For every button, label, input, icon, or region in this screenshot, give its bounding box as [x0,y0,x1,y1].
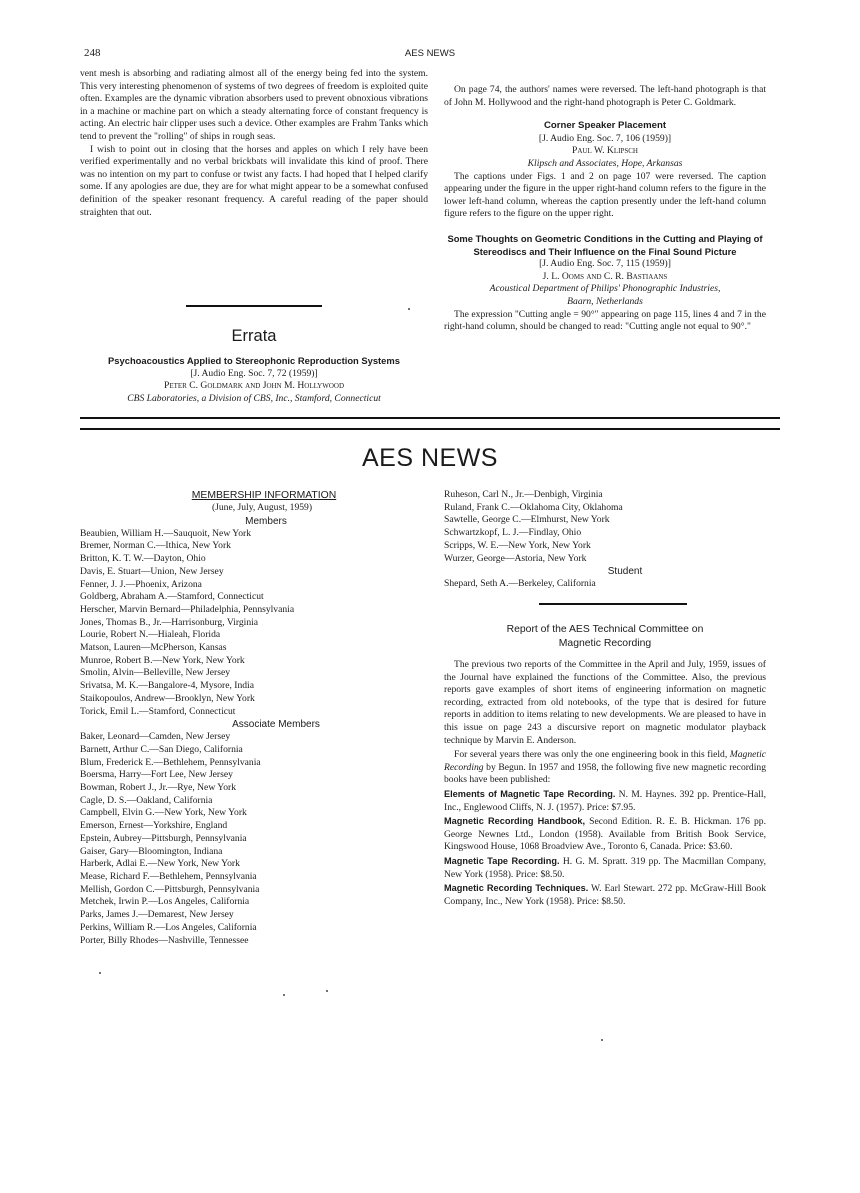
divider [186,305,322,307]
list-item: Cagle, D. S.—Oakland, California [80,794,213,806]
section-title: AES NEWS [362,444,498,472]
book-entry [444,882,766,908]
list-item: Blum, Frederick E.—Bethlehem, Pennsylvania [80,756,261,768]
paragraph: The captions under Figs. 1 and 2 on page 107 were reversed. The caption appearing under the figure in the upper right-hand column refers to the figure in the lower left-hand column, whereas the caption presently under the left-hand column figure refers to the figure on the upper right. [444,170,766,220]
list-item: Mellish, Gordon C.—Pittsburgh, Pennsylvania [80,883,260,895]
list-item: Srivatsa, M. K.—Bangalore-4, Mysore, India [80,680,254,692]
list-item: Bremer, Norman C.—Ithica, New York [80,540,231,552]
authors: Peter C. Goldmark and John M. Hollywood [164,380,344,392]
scan-speck [326,990,328,992]
membership-section [80,489,430,947]
list-item: Davis, E. Stuart—Union, New Jersey [80,565,224,577]
list-item: Parks, James J.—Demarest, New Jersey [80,909,234,921]
errata-item-title: Psychoacoustics Applied to Stereophonic Reproduction Systems [108,355,400,366]
list-item: Staikopoulos, Andrew—Brooklyn, New York [80,692,255,704]
list-item: Jones, Thomas B., Jr.—Harrisonburg, Virginia [80,616,259,628]
list-item: Epstein, Aubrey—Pittsburgh, Pennsylvania [80,832,247,844]
list-item: Baker, Leonard—Camden, New Jersey [80,731,231,743]
list-item: Campbell, Elvin G.—New York, New York [80,807,247,819]
book-entry [444,788,766,814]
student-heading: Student [607,566,643,578]
affiliation: Acoustical Department of Philips' Phonographic Industries, [489,283,721,295]
list-item: Lourie, Robert N.—Hialeah, Florida [80,629,221,641]
book-details: W. Earl Stewart. 272 pp. McGraw-Hill Book Company, Inc., New York (1958). Price: $8.50. [444,883,766,907]
scan-speck [283,994,285,996]
list-item: Bowman, Robert J., Jr.—Rye, New York [80,782,237,794]
errata-title: Errata [231,327,277,345]
list-item: Fenner, J. J.—Phoenix, Arizona [80,578,202,590]
list-item: Mease, Richard F.—Bethlehem, Pennsylvania [80,870,257,882]
scan-speck [408,308,410,310]
student-list [444,578,766,591]
book-details: H. G. M. Spratt. 319 pp. The Macmillan Company, New York (1958). Price: $8.50. [444,855,766,880]
book-title: Magnetic Recording Handbook, [444,816,586,827]
book-entry [444,815,766,854]
divider [539,603,687,605]
errata-item-title: Some Thoughts on Geometric Conditions in the Cutting and Playing of Stereodiscs and Their Influence on the Final Sound Picture [447,232,763,257]
members-heading: Members [245,515,287,527]
membership-continued [444,489,766,591]
list-item: Barnett, Arthur C.—San Diego, California [80,743,243,755]
list-item: Wurzer, George—Astoria, New York [444,552,587,564]
list-item: Harberk, Adlai E.—New York, New York [80,858,240,870]
list-item: Perkins, William R.—Los Angeles, California [80,921,257,933]
list-item: Schwartzkopf, L. J.—Findlay, Ohio [444,527,582,539]
list-item: Metchek, Irwin P.—Los Angeles, California [80,896,250,908]
book-details: Second Edition. R. E. B. Hickman. 176 pp. George Newnes Ltd., London (1958). Available from British Book Service, Kingswood House, 1068 Broadview Ave., Toronto 6, Canada. Price: $3.60. [444,816,766,853]
associate-members-list-continued [444,489,766,565]
scan-speck [601,1039,603,1041]
associate-members-list [80,731,430,947]
list-item: Britton, K. T. W.—Dayton, Ohio [80,553,206,565]
book-title: Magnetic Tape Recording. [444,855,560,866]
membership-period: (June, July, August, 1959) [211,502,313,513]
book-list [444,788,766,908]
section-rule [80,417,780,419]
list-item: Gaiser, Gary—Bloomington, Indiana [80,845,223,857]
membership-title: MEMBERSHIP INFORMATION [191,490,337,501]
associate-members-heading: Associate Members [232,719,320,731]
list-item: Herscher, Marvin Bernard—Philadelphia, Pennsylvania [80,603,295,615]
paragraph: vent mesh is absorbing and radiating almost all of the energy being fed into the system. This very interesting phenomenon of systems of two degrees of freedom is exploited quite often. Examples are the dynamic vibration absorbers used to prevent obnoxious vibrations in a machine or machine part on which a steady alternating force of constant frequency is acting. An electric hair clipper uses such a device. Other examples are Frahm Tanks which tend to prevent the "rolling" of ships in rough seas. [80,68,428,142]
list-item: Emerson, Ernest—Yorkshire, England [80,820,228,832]
book-details: N. M. Haynes. 392 pp. Prentice-Hall, Inc., Englewood Cliffs, N. J. (1957). Price: $7.95. [444,788,766,813]
list-item: Boersma, Harry—Fort Lee, New Jersey [80,769,233,781]
paragraph: The previous two reports of the Committee in the April and July, 1959, issues of the Journal have explained the functions of the Committee. Also, the previous reports gave examples of short items of engineering information on magnetic recording, extracted from old notebooks, of the type that is desired for future reports in addition to items relating to new developments. We are pleased to have in this issue on page 243 a discursive report on magnetic modulator playback technique by Marvin E. Anderson. [444,659,766,746]
authors: Paul W. Klipsch [572,145,638,157]
page-number: 248 [84,47,101,59]
report-title: Magnetic Recording [558,638,652,649]
citation: [J. Audio Eng. Soc. 7, 115 (1959)] [539,258,671,270]
scan-speck [99,972,101,974]
affiliation: Baarn, Netherlands [567,295,643,307]
citation: [J. Audio Eng. Soc. 7, 72 (1959)] [190,367,318,379]
list-item: Matson, Lauren—McPherson, Kansas [80,642,227,654]
errata-item-title: Corner Speaker Placement [543,120,667,132]
book-title: Magnetic Recording Techniques. [444,883,589,894]
list-item: Ruland, Frank C.—Oklahoma City, Oklahoma [444,501,623,513]
book-entry [444,855,766,881]
list-item: Goldberg, Abraham A.—Stamford, Connecticut [80,591,264,603]
list-item: Munroe, Robert B.—New York, New York [80,654,245,666]
top-left-column [80,68,428,219]
members-list [80,528,430,719]
list-item: Scripps, W. E.—New York, New York [444,539,591,551]
paragraph: The expression "Cutting angle = 90°" appearing on page 115, lines 4 and 7 in the right-hand column, should be changed to read: "Cutting angle not equal to 90°." [444,308,766,333]
list-item: Shepard, Seth A.—Berkeley, California [444,578,596,590]
paragraph: On page 74, the authors' names were reversed. The left-hand photograph is that of John M. Hollywood and the right-hand photograph is Peter C. Goldmark. [444,84,766,108]
affiliation: CBS Laboratories, a Division of CBS, Inc., Stamford, Connecticut [127,392,381,404]
top-right-column [444,84,766,334]
running-title: AES NEWS [404,48,456,59]
errata-item-geometric-conditions [444,233,766,309]
book-title: Elements of Magnetic Tape Recording. [444,788,616,799]
paragraph: I wish to point out in closing that the horses and apples on which I rely have been verified experimentally and no verbal brickbats will invalidate this kind of proof. There was no intention on my part to confuse or twist any facts. I had hoped that I helped clarify some. If any apologies are due, they are for what might appear to be a somewhat confused definition of the speaker resonant frequency. A careful reading of the paper should straighten that out. [80,143,428,218]
citation: [J. Audio Eng. Soc. 7, 106 (1959)] [538,132,672,144]
section-rule [80,428,780,430]
list-item: Torick, Emil L.—Stamford, Connecticut [80,705,236,717]
technical-committee-report [444,623,766,908]
list-item: Smolin, Alvin—Belleville, New Jersey [80,667,231,679]
list-item: Beaubien, William H.—Sauquoit, New York [80,527,252,539]
list-item: Sawtelle, George C.—Elmhurst, New York [444,514,610,526]
list-item: Ruheson, Carl N., Jr.—Denbigh, Virginia [444,489,603,500]
authors: J. L. Ooms and C. R. Bastiaans [542,270,668,282]
report-title: Report of the AES Technical Committee on [506,624,704,635]
paragraph: For several years there was only the one engineering book in this field, Magnetic Recording by Begun. In 1957 and 1958, the following five new magnetic recording books have been published: [444,749,766,786]
affiliation: Klipsch and Associates, Hope, Arkansas [527,157,683,169]
errata-item-corner-speaker [444,120,766,170]
list-item: Porter, Billy Rhodes—Nashville, Tennessee [80,934,249,946]
errata-item-psychoacoustics [80,355,428,405]
